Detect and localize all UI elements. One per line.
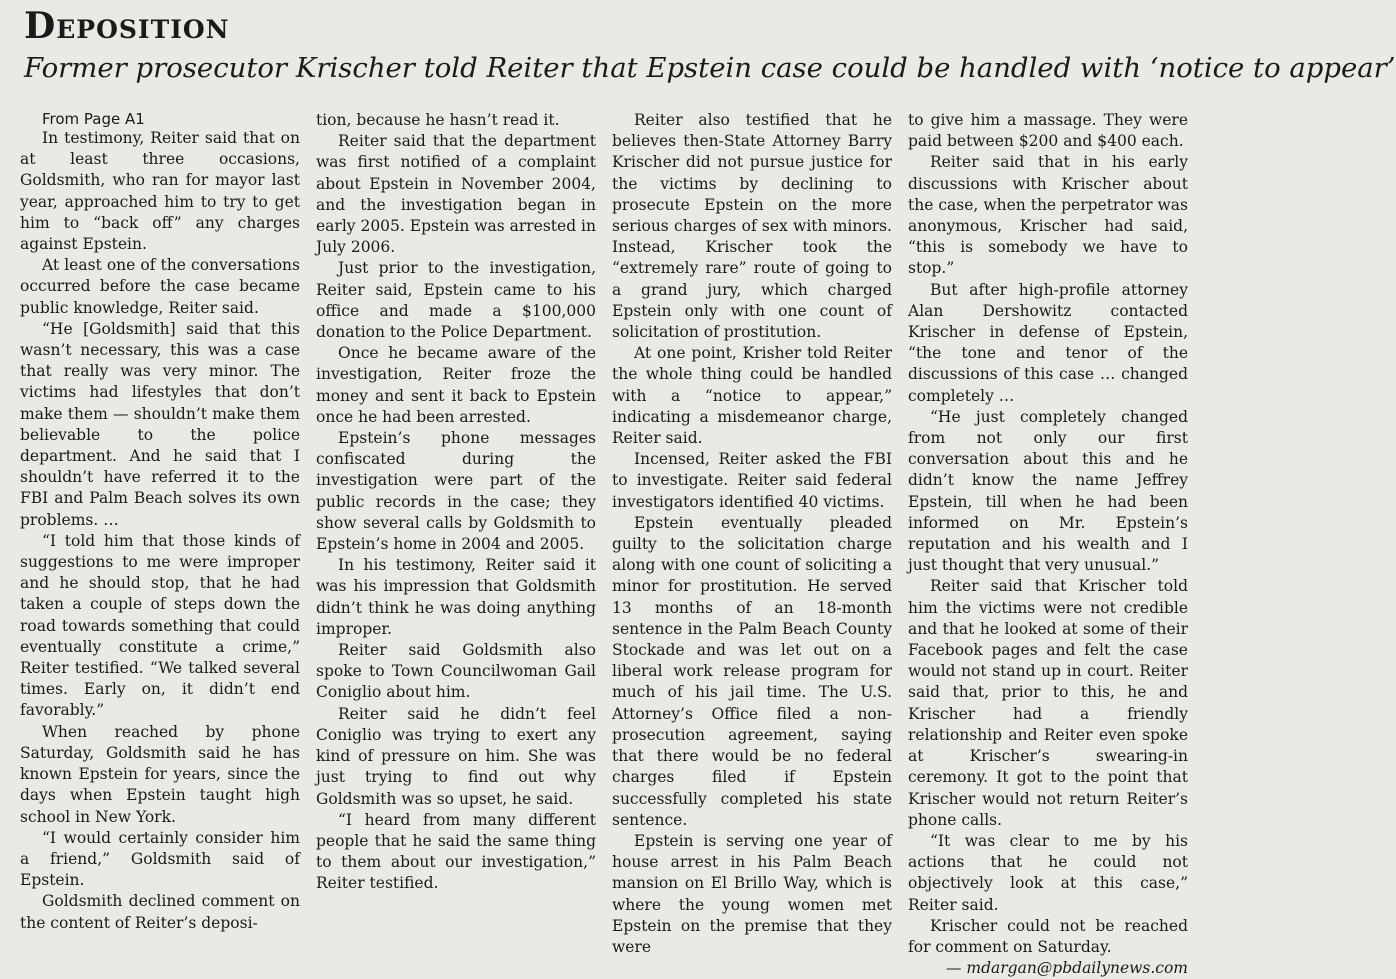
paragraph: Reiter also testified that he believes then-State Attorney Barry Krischer did not pursue justice for the victims by declining to prosecute Epstein on the more serious charges of sex with minors. Instead, Krischer took the “extremely rare” route of going to a grand jury, which charged Epstein only with one count of solicitation of prostitution. [612, 111, 892, 342]
jump-line: From Page A1 [42, 110, 145, 128]
paragraph: In testimony, Reiter said that on at least three occasions, Goldsmith, who ran for mayor last year, approached him to try to get him to “back off” any charges against Epstein. [20, 129, 300, 254]
paragraph: Goldsmith declined comment on the content of Reiter’s deposi- [20, 892, 300, 932]
paragraph: Epstein’s phone messages confiscated during the investigation were part of the public records in the case; they show several calls by Goldsmith to Epstein’s home in 2004 and 2005. [316, 429, 596, 554]
paragraph-continued: to give him a massage. They were paid between $200 and $400 each. [908, 111, 1188, 151]
paragraph: Reiter said he didn’t feel Coniglio was trying to exert any kind of pressure on him. She was just trying to find out why Goldsmith was so upset, he said. [316, 704, 596, 808]
paragraph: Epstein is serving one year of house arrest in his Palm Beach mansion on El Brillo Way, which is where the young women met Epstein on the premise that they were [612, 831, 892, 956]
paragraph: “It was clear to me by his actions that he could not objectively look at this case,” Reiter said. [908, 831, 1188, 914]
paragraph: Reiter said that in his early discussions with Krischer about the case, when the perpetrator was anonymous, Krischer had said, “this is somebody we have to stop.” [908, 153, 1188, 278]
paragraph: Krischer could not be reached for comment on Saturday. [908, 916, 1188, 956]
paragraph: “He just completely changed from not only our first conversation about this and he didn’t know the name Jeffrey Epstein, till when he had been informed on Mr. Epstein’s reputation and his wealth and I just thought that very unusual.” [908, 407, 1188, 575]
paragraph: But after high-profile attorney Alan Dershowitz contacted Krischer in defense of Epstein, “the tone and tenor of the discussions of this case … changed completely … [908, 280, 1188, 405]
column-2 [316, 110, 596, 918]
article-columns [20, 110, 1188, 978]
paragraph: Just prior to the investigation, Reiter said, Epstein came to his office and made a $100,000 donation to the Police Department. [316, 259, 596, 342]
paragraph: Reiter said that the department was first notified of a complaint about Epstein in November 2004, and the investigation began in early 2005. Epstein was arrested in July 2006. [316, 132, 596, 257]
column-1 [20, 110, 300, 932]
paragraph: At least one of the conversations occurred before the case became public knowledge, Reiter said. [20, 256, 300, 317]
paragraph: Once he became aware of the investigation, Reiter froze the money and sent it back to Epstein once he had been arrested. [316, 344, 596, 426]
paragraph: “I heard from many different people that he said the same thing to them about our investigation,” Reiter testified. [316, 810, 596, 893]
paragraph: In his testimony, Reiter said it was his impression that Goldsmith didn’t think he was doing anything improper. [316, 556, 596, 638]
paragraph: Reiter said that Krischer told him the victims were not credible and that he looked at some of their Facebook pages and felt the case would not stand up in court. Reiter said that, prior to this, he and Krischer had a friendly relationship and Reiter even spoke at Krischer’s swearing-in ceremony. It got to the point that Krischer would not return Reiter’s phone calls. [908, 577, 1188, 829]
paragraph: “I told him that those kinds of suggestions to me were improper and he should stop, that he had taken a couple of steps down the road towards something that could eventually constitute a crime,” Reiter testified. “We talked several times. Early on, it didn’t end favorably.” [20, 531, 300, 720]
byline-email: — mdargan@pbdailynews.com [945, 959, 1188, 978]
column-3 [612, 110, 892, 956]
headline: Deposition [24, 5, 230, 47]
paragraph: Incensed, Reiter asked the FBI to investigate. Reiter said federal investigators identified 40 victims. [612, 450, 892, 511]
paragraph: “I would certainly consider him a friend,” Goldsmith said of Epstein. [20, 828, 300, 890]
paragraph-continued: tion, because he hasn’t read it. [316, 111, 560, 129]
paragraph: When reached by phone Saturday, Goldsmith said he has known Epstein for years, since the days when Epstein taught high school in New York. [20, 722, 300, 826]
column-4 [908, 110, 1188, 978]
paragraph: At one point, Krisher told Reiter the whole thing could be handled with a “notice to appear,” indicating a misdemeanor charge, Reiter said. [612, 344, 892, 448]
paragraph: Epstein eventually pleaded guilty to the solicitation charge along with one count of soliciting a minor for prostitution. He served 13 months of an 18-month sentence in the Palm Beach County Stockade and was let out on a liberal work release program for much of his jail time. The U.S. Attorney’s Office filed a non-prosecution agreement, saying that there would be no federal charges filed if Epstein successfully completed his state sentence. [612, 513, 892, 829]
deck-subheadline: Former prosecutor Krischer told Reiter that Epstein case could be handled with ‘notice to appear’ [24, 52, 1396, 84]
paragraph: Reiter said Goldsmith also spoke to Town Councilwoman Gail Coniglio about him. [316, 641, 596, 702]
paragraph: “He [Goldsmith] said that this wasn’t necessary, this was a case that really was very minor. The victims had lifestyles that don’t make them — shouldn’t make them believable to the police department. And he said that I shouldn’t have referred it to the FBI and Palm Beach solves its own problems. … [20, 319, 300, 529]
